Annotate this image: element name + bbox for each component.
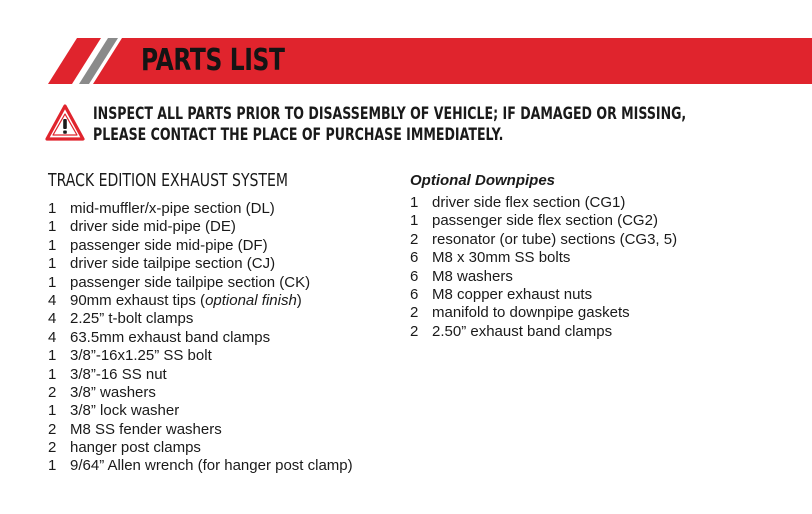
item-description: 63.5mm exhaust band clamps	[70, 328, 271, 346]
list-item	[48, 292, 356, 310]
track-edition-items	[48, 200, 356, 476]
item-description: mid-muffler/x-pipe section (DL)	[70, 200, 275, 217]
item-quantity: 2	[410, 230, 419, 248]
item-italic-note: optional finish	[205, 291, 297, 309]
item-description: passenger side tailpipe section (CK)	[70, 273, 311, 291]
item-quantity: 2	[410, 322, 419, 340]
item-quantity: 2	[48, 383, 57, 401]
item-quantity: 2	[48, 420, 57, 438]
item-quantity: 6	[410, 267, 419, 285]
list-item	[48, 347, 356, 365]
warning-line-2: PLEASE CONTACT THE PLACE OF PURCHASE IMMEDIATELY.	[93, 125, 504, 145]
item-description: 3/8”-16x1.25” SS bolt	[70, 347, 212, 365]
item-quantity: 4	[48, 291, 57, 309]
item-description: 90mm exhaust tips (	[70, 291, 206, 309]
list-item	[48, 421, 356, 439]
item-quantity: 2	[410, 304, 419, 322]
item-description: M8 washers	[432, 267, 513, 285]
list-item	[48, 255, 356, 273]
track-edition-list	[48, 170, 356, 476]
list-item	[48, 218, 356, 236]
item-quantity: 1	[48, 365, 57, 383]
item-quantity: 2	[48, 439, 57, 457]
list-item	[48, 366, 356, 384]
item-quantity: 1	[48, 255, 57, 273]
list-item	[410, 231, 677, 249]
warning-text	[93, 104, 685, 146]
track-edition-title: TRACK EDITION EXHAUST SYSTEM	[48, 170, 288, 191]
item-quantity: 1	[410, 194, 419, 211]
item-description: manifold to downpipe gaskets	[432, 304, 630, 322]
item-description: passenger side mid-pipe (DF)	[70, 236, 268, 254]
item-description: driver side flex section (CG1)	[432, 194, 626, 211]
item-description: M8 x 30mm SS bolts	[432, 249, 571, 267]
item-description: 3/8”-16 SS nut	[70, 365, 167, 383]
item-quantity: 1	[48, 273, 57, 291]
item-quantity: 4	[48, 310, 57, 328]
item-quantity: 4	[48, 328, 57, 346]
item-description: hanger post clamps	[70, 439, 201, 457]
item-description: driver side mid-pipe (DE)	[70, 218, 236, 236]
list-item	[48, 384, 356, 402]
list-item	[410, 286, 677, 304]
item-quantity: 6	[410, 285, 419, 303]
parts-list-banner	[0, 38, 812, 84]
item-description: driver side tailpipe section (CJ)	[70, 255, 276, 273]
list-item	[410, 249, 677, 267]
warning-line-1: INSPECT ALL PARTS PRIOR TO DISASSEMBLY OF VEHICLE; IF DAMAGED OR MISSING,	[93, 104, 687, 124]
item-description-suffix: )	[296, 291, 302, 309]
item-quantity: 1	[48, 402, 57, 420]
item-quantity: 1	[48, 457, 57, 475]
list-item	[48, 329, 356, 347]
item-description: 2.25” t-bolt clamps	[70, 310, 194, 328]
list-item	[48, 310, 356, 328]
list-item	[410, 212, 677, 230]
item-description: 2.50” exhaust band clamps	[432, 322, 613, 340]
item-description: passenger side flex section (CG2)	[432, 212, 658, 230]
list-item	[410, 268, 677, 286]
list-item	[48, 237, 356, 255]
item-quantity: 1	[48, 218, 57, 236]
list-item	[48, 439, 356, 457]
optional-downpipes-list	[410, 170, 677, 341]
list-item	[48, 402, 356, 420]
item-quantity: 1	[48, 347, 57, 365]
list-item	[48, 200, 356, 218]
optional-downpipes-title: Optional Downpipes	[410, 172, 555, 189]
warning-triangle-icon	[45, 104, 85, 142]
item-quantity: 1	[410, 212, 419, 230]
page-title: PARTS LIST	[141, 43, 285, 78]
item-description: 9/64” Allen wrench (for hanger post clamp)	[70, 457, 353, 475]
item-description: 3/8” lock washer	[70, 402, 180, 420]
item-quantity: 6	[410, 249, 419, 267]
list-item	[410, 304, 677, 322]
item-description: M8 copper exhaust nuts	[432, 285, 593, 303]
item-description: resonator (or tube) sections (CG3, 5)	[432, 230, 678, 248]
list-item	[48, 457, 356, 475]
item-quantity: 1	[48, 200, 57, 217]
item-description: 3/8” washers	[70, 383, 156, 401]
item-description: M8 SS fender washers	[70, 420, 222, 438]
list-item	[410, 323, 677, 341]
list-item	[48, 274, 356, 292]
optional-downpipes-items	[410, 194, 677, 341]
item-quantity: 1	[48, 236, 57, 254]
banner-stripes	[0, 38, 812, 84]
list-item	[410, 194, 677, 212]
